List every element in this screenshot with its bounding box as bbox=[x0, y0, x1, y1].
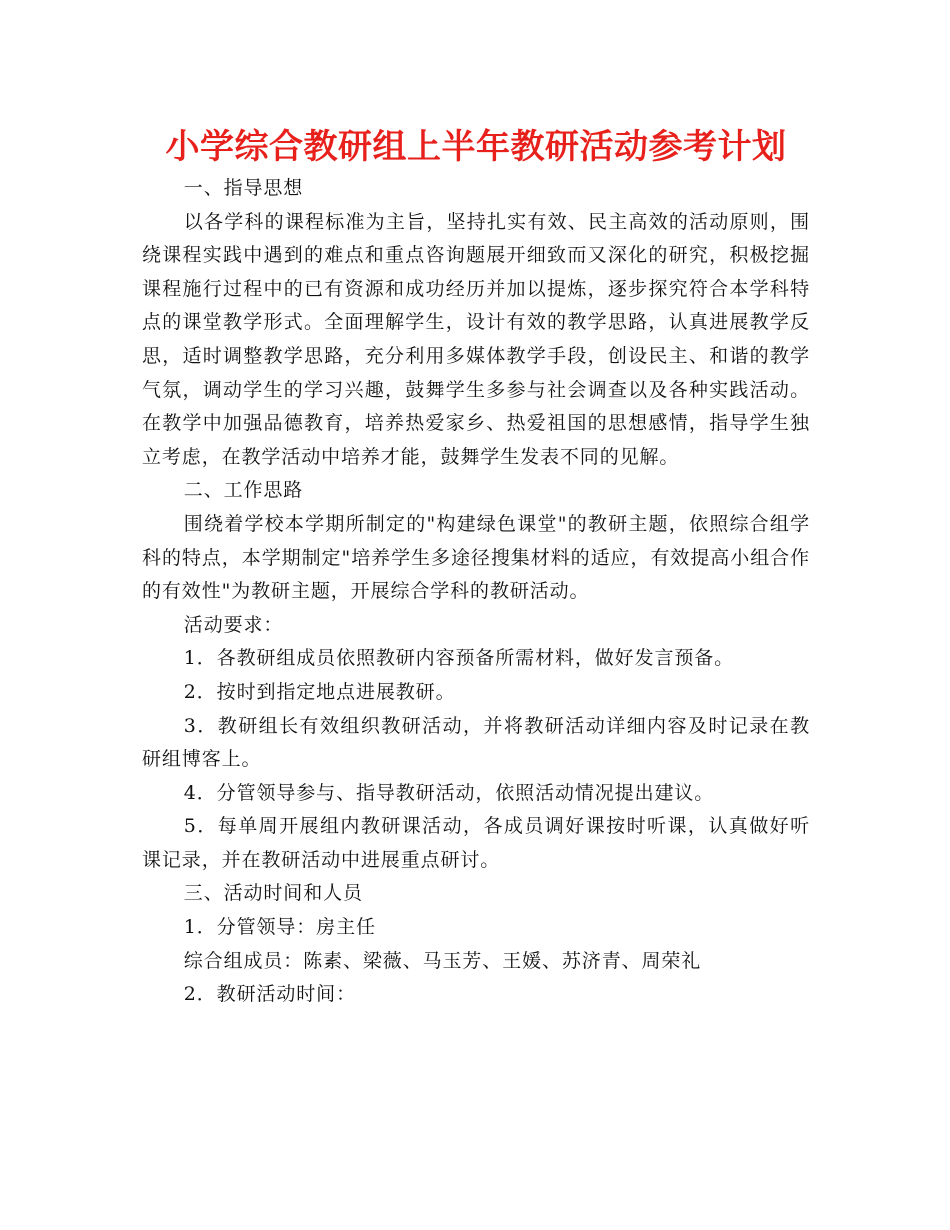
document-title: 小学综合教研组上半年教研活动参考计划 bbox=[165, 127, 787, 167]
guiding-thought-paragraph: 以各学科的课程标准为主旨，坚持扎实有效、民主高效的活动原则，围绕课程实践中遇到的难点和重点咨询题展开细致而又深化的研究，积极挖掘课程施行过程中的已有资源和成功经历并加以提炼，逐步探究符合本学科特点的课堂教学形式。全面理解学生，设计有效的教学思路，认真进展教学反思，适时调整教学思路，充分利用多媒体教学手段，创设民主、和谐的教学气氛，调动学生的学习兴趣，鼓舞学生多参与社会调查以及各种实践活动。在教学中加强品德教育，培养热爱家乡、热爱祖国的思想感情，指导学生独立考虑，在教学活动中培养才能，鼓舞学生发表不同的见解。 bbox=[142, 210, 810, 468]
requirement-item: 4．分管领导参与、指导教研活动，依照活动情况提出建议。 bbox=[183, 781, 715, 804]
activity-time-item: 2．教研活动时间： bbox=[183, 983, 356, 1006]
section-heading-time-and-people: 三、活动时间和人员 bbox=[183, 882, 363, 905]
requirement-item: 3．教研组长有效组织教研活动，并将教研活动详细内容及时记录在教研组博客上。 bbox=[142, 714, 810, 771]
work-approach-paragraph: 围绕着学校本学期所制定的"构建绿色课堂"的教研主题，依照综合组学科的特点，本学期制定"培养学生多途径搜集材料的适应，有效提高小组合作的有效性"为教研主题，开展综合学科的教研活动。 bbox=[142, 512, 810, 603]
section-heading-work-approach: 二、工作思路 bbox=[183, 479, 304, 502]
requirement-item: 2．按时到指定地点进展教研。 bbox=[183, 680, 456, 703]
requirement-item: 5．每单周开展组内教研课活动，各成员调好课按时听课，认真做好听课记录，并在教研活动中进展重点研讨。 bbox=[142, 815, 810, 871]
requirements-label: 活动要求： bbox=[183, 613, 284, 636]
section-heading-guiding-thought: 一、指导思想 bbox=[183, 177, 304, 199]
document-page bbox=[142, 122, 810, 1012]
supervisor-item: 1．分管领导：房主任 bbox=[183, 916, 376, 939]
requirement-item: 1．各教研组成员依照教研内容预备所需材料，做好发言预备。 bbox=[183, 647, 735, 670]
members-line: 综合组成员：陈素、梁薇、马玉芳、王媛、苏济青、周荣礼 bbox=[183, 949, 702, 972]
